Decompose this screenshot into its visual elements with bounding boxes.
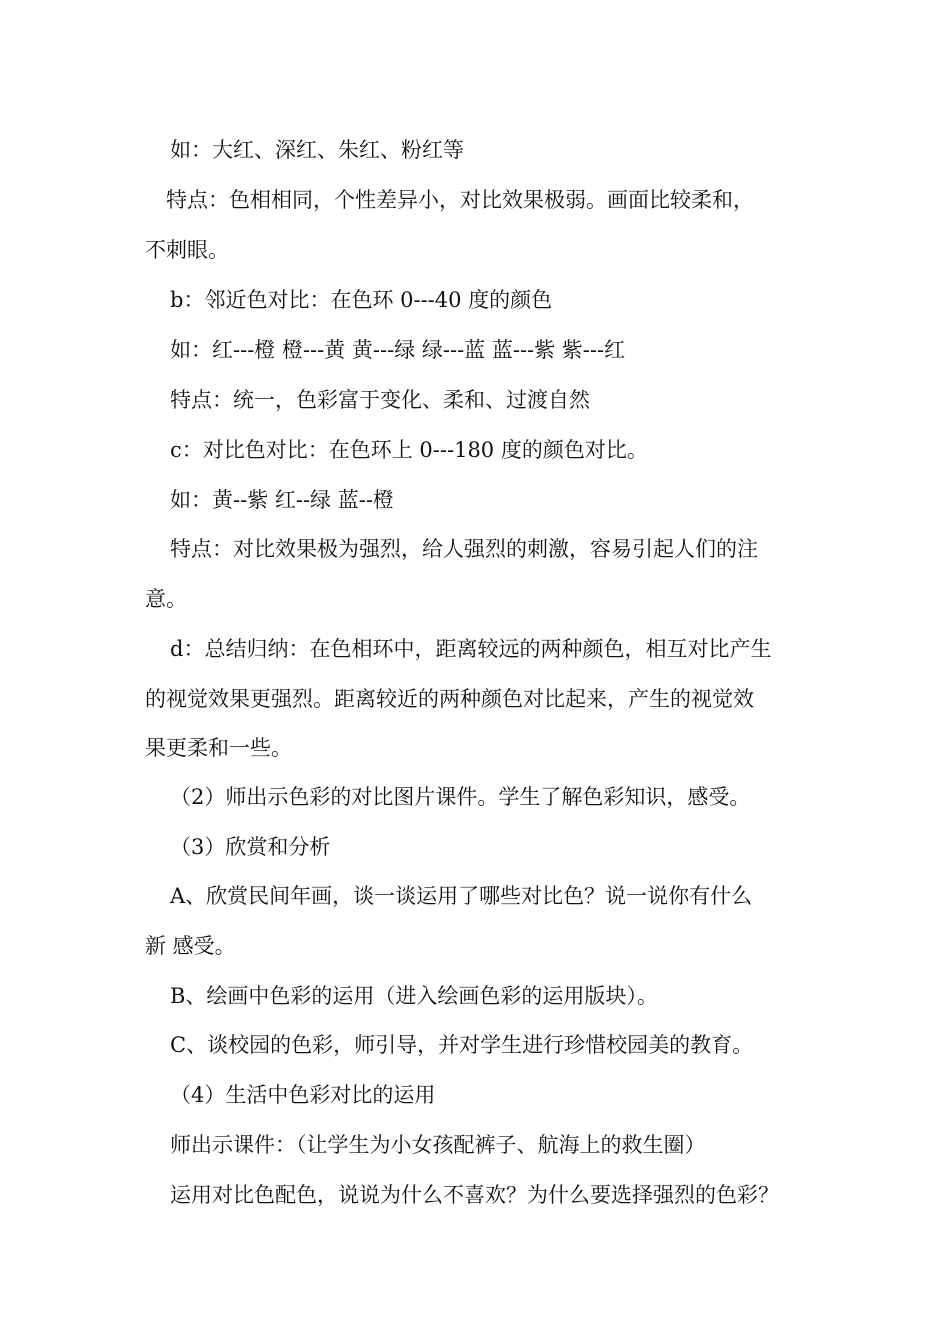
paragraph-line: b：邻近色对比：在色环 0---40 度的颜色 (170, 288, 553, 312)
paragraph-line: 师出示课件：（让学生为小女孩配裤子、航海上的救生圈） (170, 1133, 706, 1157)
paragraph-line: A、欣赏民间年画，谈一谈运用了哪些对比色？说一说你有什么 (170, 884, 753, 908)
paragraph-line: 如：红---橙 橙---黄 黄---绿 绿---蓝 蓝---紫 紫---红 (170, 338, 626, 362)
paragraph-line: B、绘画中色彩的运用（进入绘画色彩的运用版块）。 (170, 984, 658, 1008)
paragraph-line: 如：大红、深红、朱红、粉红等 (170, 138, 464, 162)
paragraph-line: d：总结归纳：在色相环中，距离较远的两种颜色，相互对比产生 (170, 637, 772, 661)
paragraph-line: 特点：色相相同，个性差异小，对比效果极弱。画面比较柔和， (166, 188, 754, 212)
paragraph-line: （3）欣赏和分析 (170, 835, 331, 859)
paragraph-line: 特点：对比效果极为强烈，给人强烈的刺激，容易引起人们的注 (170, 537, 758, 561)
paragraph-line: 新 感受。 (145, 934, 236, 958)
paragraph-line: （2）师出示色彩的对比图片课件。学生了解色彩知识，感受。 (170, 785, 751, 809)
paragraph-line: 果更柔和一些。 (145, 736, 292, 760)
paragraph-line: （4）生活中色彩对比的运用 (170, 1083, 436, 1107)
paragraph-line: 如：黄--紫 红--绿 蓝--橙 (170, 488, 394, 512)
paragraph-line: 不刺眼。 (145, 238, 229, 262)
paragraph-line: 特点：统一，色彩富于变化、柔和、过渡自然 (170, 388, 590, 412)
paragraph-line: c：对比色对比：在色环上 0---180 度的颜色对比。 (170, 438, 648, 462)
paragraph-line: C、谈校园的色彩，师引导，并对学生进行珍惜校园美的教育。 (170, 1033, 754, 1057)
paragraph-line: 运用对比色配色，说说为什么不喜欢？为什么要选择强烈的色彩？ (170, 1183, 779, 1207)
paragraph-line: 意。 (145, 587, 187, 611)
paragraph-line: 的视觉效果更强烈。距离较近的两种颜色对比起来，产生的视觉效 (145, 687, 754, 711)
